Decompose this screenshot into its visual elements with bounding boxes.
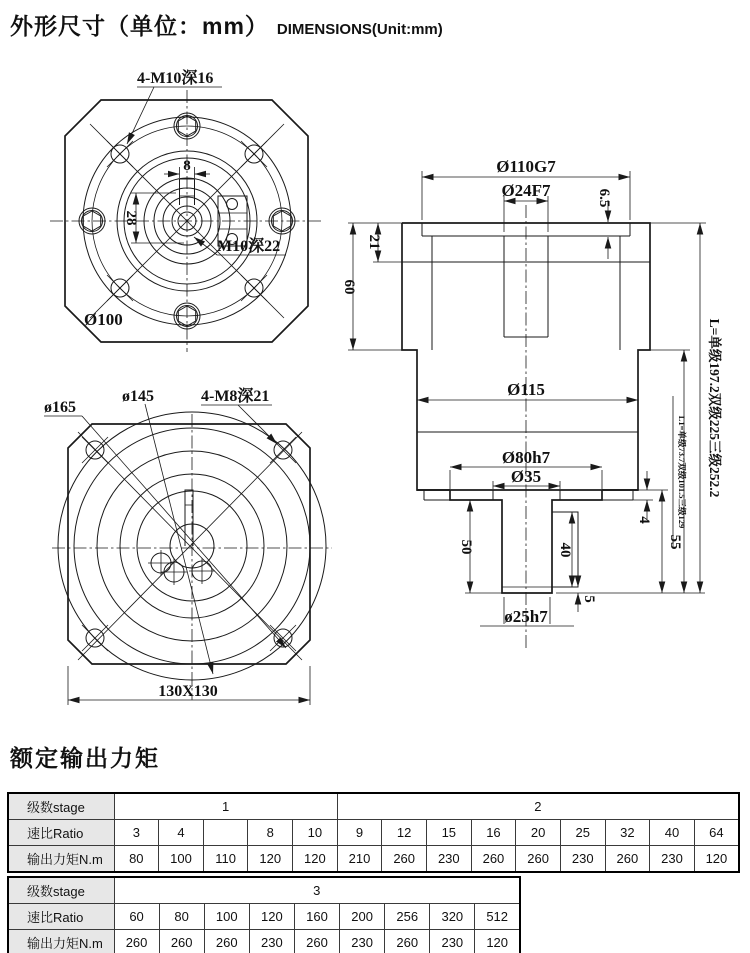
value-cell: 260: [294, 930, 339, 953]
value-cell: 20: [516, 820, 561, 846]
value-cell: 120: [249, 904, 294, 930]
torque-table-2: [7, 876, 521, 953]
dim-outer-dia: ø165: [44, 399, 76, 416]
torque-table-1: [7, 792, 740, 873]
value-cell: 320: [430, 904, 475, 930]
note-length-l: L=单级197.2双级225三级252.2: [707, 318, 722, 498]
value-cell: 40: [650, 820, 695, 846]
row-label: 级数stage: [8, 877, 114, 904]
note-center-tap: M10深22: [217, 238, 281, 255]
dim-pilot-dia: Ø110G7: [496, 157, 556, 176]
page-title-en: DIMENSIONS(Unit:mm): [276, 21, 443, 38]
value-cell: 3: [114, 820, 159, 846]
value-cell: 256: [385, 904, 430, 930]
value-cell: 230: [426, 846, 471, 873]
dim-hub-dia: Ø35: [510, 467, 542, 486]
value-cell: 110: [203, 846, 248, 873]
value-cell: 15: [426, 820, 471, 846]
value-cell: 8: [248, 820, 293, 846]
stage-group-cell: 1: [114, 793, 337, 820]
front-view-bottom: [44, 387, 332, 705]
value-cell: 120: [475, 930, 520, 953]
value-cell: 230: [650, 846, 695, 873]
dim-flange-thickness: 21: [366, 234, 382, 250]
value-cell: 230: [430, 930, 475, 953]
dim-keyway-width: 8: [183, 158, 191, 174]
dim-bolt-circle: Ø100: [84, 310, 123, 329]
value-cell: 9: [337, 820, 382, 846]
dim-body-length: 60: [341, 279, 357, 295]
value-cell: 260: [204, 930, 249, 953]
dim-body-dia: Ø115: [507, 380, 545, 399]
value-cell: 100: [159, 846, 204, 873]
value-cell: [203, 820, 248, 846]
note-length-l1: L1=单级73.7双级101.5三级129: [677, 415, 687, 529]
dim-shaft-length: 50: [458, 539, 474, 555]
dim-key-end: 5: [581, 595, 597, 603]
side-view: [341, 157, 723, 650]
value-cell: 120: [694, 846, 739, 873]
value-cell: 260: [471, 846, 516, 873]
value-cell: 4: [159, 820, 204, 846]
value-cell: 100: [204, 904, 249, 930]
row-label: 输出力矩N.m: [8, 930, 114, 953]
row-label: 级数stage: [8, 793, 114, 820]
page-title-cn: 外形尺寸（单位：mm）: [10, 13, 269, 39]
note-bolt-top: 4-M10深16: [137, 70, 214, 87]
dim-key-length: 40: [557, 542, 573, 558]
value-cell: 210: [337, 846, 382, 873]
value-cell: 120: [248, 846, 293, 873]
stage-group-cell: 3: [114, 877, 520, 904]
value-cell: 80: [159, 904, 204, 930]
row-label: 速比Ratio: [8, 820, 114, 846]
value-cell: 64: [694, 820, 739, 846]
front-view-top: [50, 69, 324, 352]
value-cell: 260: [382, 846, 427, 873]
value-cell: 16: [471, 820, 516, 846]
dim-output-pilot: Ø80h7: [501, 448, 551, 467]
note-bolt-bottom: 4-M8深21: [201, 388, 270, 405]
dim-output-section: 55: [667, 534, 683, 550]
row-label: 输出力矩N.m: [8, 846, 114, 873]
value-cell: 260: [385, 930, 430, 953]
row-label: 速比Ratio: [8, 904, 114, 930]
value-cell: 260: [114, 930, 159, 953]
dim-bore-dia: Ø24F7: [501, 181, 551, 200]
dim-pilot-depth: 6.5: [596, 188, 612, 208]
value-cell: 120: [293, 846, 338, 873]
dim-spigot-dia: ø145: [122, 388, 154, 405]
section-title-torque: 额定输出力矩: [10, 745, 160, 771]
value-cell: 260: [605, 846, 650, 873]
value-cell: 230: [249, 930, 294, 953]
value-cell: 12: [382, 820, 427, 846]
value-cell: 10: [293, 820, 338, 846]
stage-group-cell: 2: [337, 793, 739, 820]
dim-28: 28: [123, 210, 139, 226]
value-cell: 260: [159, 930, 204, 953]
value-cell: 80: [114, 846, 159, 873]
dim-plate-thickness: 4: [636, 516, 652, 524]
value-cell: 260: [516, 846, 561, 873]
value-cell: 32: [605, 820, 650, 846]
value-cell: 25: [560, 820, 605, 846]
value-cell: 200: [340, 904, 385, 930]
value-cell: 230: [560, 846, 605, 873]
value-cell: 512: [475, 904, 520, 930]
dim-shaft-dia: ø25h7: [504, 607, 548, 626]
value-cell: 230: [340, 930, 385, 953]
value-cell: 160: [294, 904, 339, 930]
dim-square: 130X130: [158, 683, 218, 700]
value-cell: 60: [114, 904, 159, 930]
